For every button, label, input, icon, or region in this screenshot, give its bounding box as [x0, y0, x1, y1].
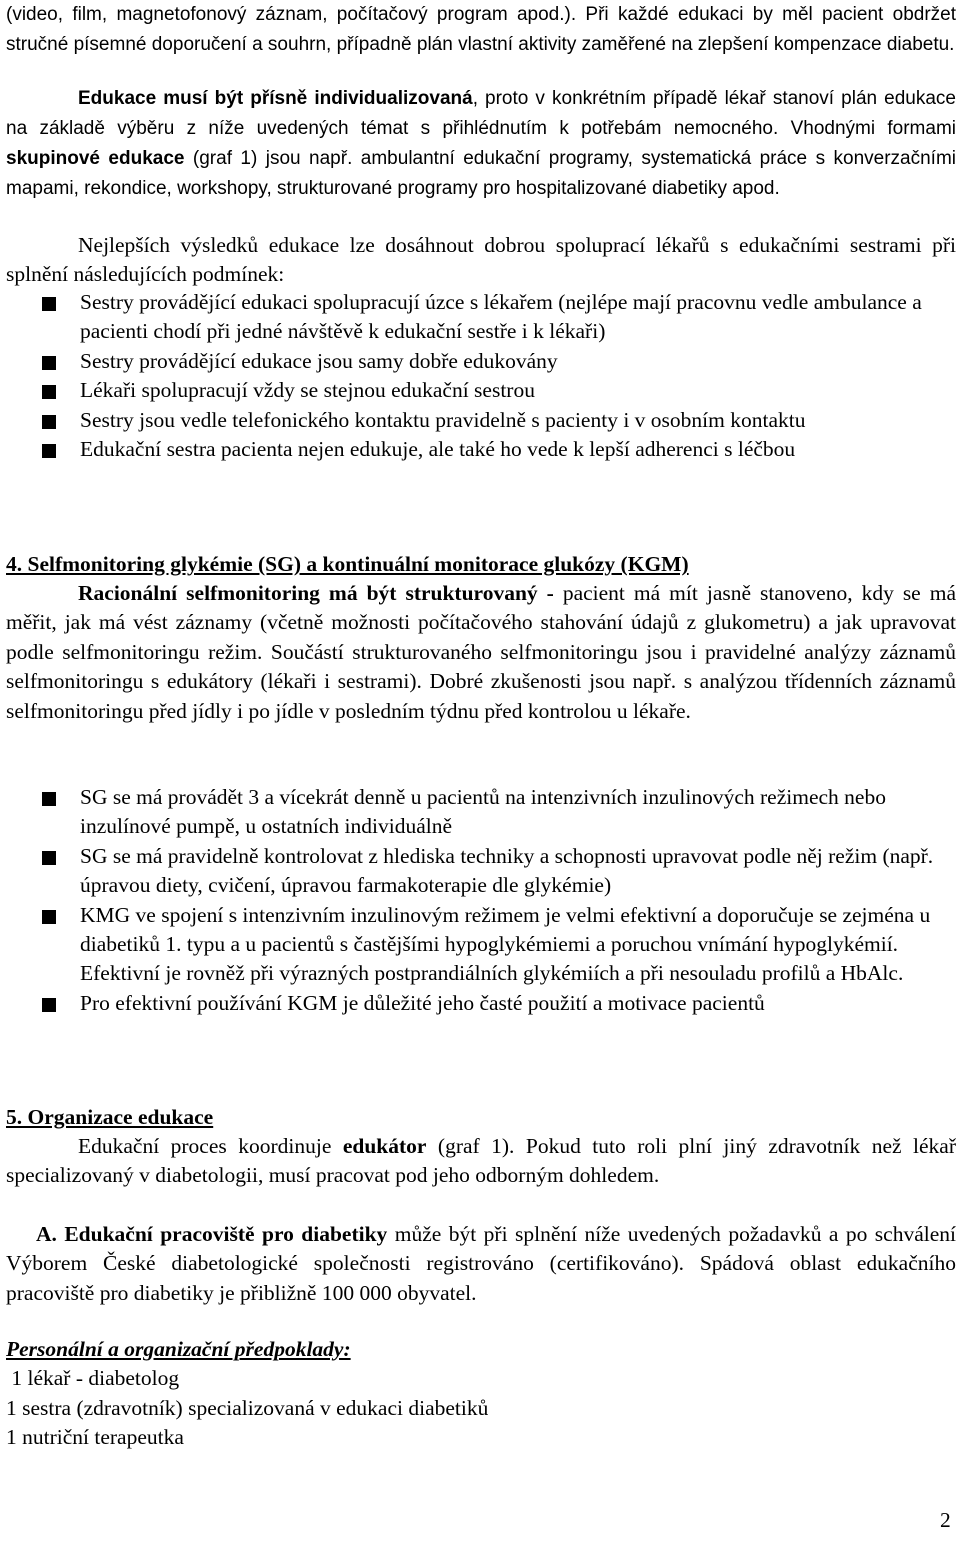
list-item	[0, 376, 960, 405]
staff-line: 1 nutriční terapeutka	[6, 1425, 184, 1449]
section4-list	[0, 783, 960, 1018]
list-item	[0, 347, 960, 376]
list-item-text: Sestry provádějící edukace jsou samy dobře edukovány	[80, 348, 558, 373]
square-bullet-icon	[42, 356, 56, 370]
list-item-text: Pro efektivní používání KGM je důležité jeho časté použití a motivace pacientů	[80, 990, 765, 1015]
intro-paragraph: (video, film, magnetofonový záznam, počítačový program apod.). Při každé edukaci by měl pacient obdržet stručné písemné doporučení a souhrn, případně plán vlastní aktivity zaměřené na zlepšení kompenzace diabetu.	[6, 4, 956, 55]
square-bullet-icon	[42, 444, 56, 458]
list-item-text: SG se má pravidelně kontrolovat z hlediska techniky a schopnosti upravovat podle něj režim (např. úpravou diety, cvičení, úpravou farmakoterapie dle glykémie)	[80, 843, 934, 898]
structured-selfmonitoring-bold: Racionální selfmonitoring má být strukturovaný -	[78, 581, 554, 605]
square-bullet-icon	[42, 998, 56, 1012]
education-center-text: může být při splnění níže uvedených požadavků a po schválení Výborem České diabetologické společnosti registrováno (certifikováno). Spádová oblast edukačního pracoviště pro diabetiky je přibližně 100 000 obyvatel.	[6, 1222, 956, 1305]
list-item-text: Sestry provádějící edukaci spolupracují úzce s lékařem (nejlépe mají pracovnu vedle ambulance a pacienti chodí při jedné návštěvě k edukační sestře i k lékaři)	[80, 290, 922, 344]
individualization-bold: Edukace musí být přísně individualizovaná	[78, 88, 473, 109]
section4-text: pacient má mít jasně stanoveno, kdy se má měřit, jak má vést záznamy (včetně možnosti počítačového stahování údajů z glukometru) a jak upravovat podle selfmonitoringu režim. Součástí strukturovaného selfmonitoringu jsou i pravidelné analýzy záznamů selfmonitoringu s edukátory (lékaři i sestrami). Dobré zkušenosti jsou např. s analýzou třídenních záznamů selfmonitoringu před jídly i po jídle v posledním týdnu před kontrolou u lékaře.	[6, 581, 956, 723]
square-bullet-icon	[42, 385, 56, 399]
list-item-text: Edukační sestra pacienta nejen edukuje, ale také ho vede k lepší adherenci s léčbou	[80, 437, 796, 462]
list-item	[0, 989, 960, 1018]
staff-heading: Personální a organizační předpoklady:	[6, 1337, 351, 1361]
list-item-text: Lékaři spolupracují vždy se stejnou edukační sestrou	[80, 378, 535, 403]
cooperation-intro: Nejlepších výsledků edukace lze dosáhnout dobrou spoluprací lékařů s edukačními sestrami při splnění následujících podmínek:	[6, 233, 956, 287]
square-bullet-icon	[42, 910, 56, 924]
square-bullet-icon	[42, 792, 56, 806]
section4-paragraph	[6, 579, 956, 726]
section4-heading: 4. Selfmonitoring glykémie (SG) a kontinuální monitorace glukózy (KGM)	[6, 552, 689, 576]
list-item	[0, 901, 960, 989]
list-item-text: KMG ve spojení s intenzivním inzulinovým režimem je velmi efektivní a doporučuje se zejména u diabetiků 1. typu a u pacientů s častějšími hypoglykémiemi a poruchou vnímání hypoglykémií. Efektivní je rovněž při výrazných postprandiálních glykémiích a při nesouladu profilů a HbAlc.	[80, 902, 931, 986]
staff-line: 1 sestra (zdravotník) specializovaná v edukaci diabetiků	[6, 1396, 489, 1420]
list-item	[0, 288, 960, 347]
individualization-paragraph	[6, 84, 956, 204]
section5-text-b: (graf 1). Pokud tuto roli plní jiný zdravotník než lékař specializovaný v diabetologii, musí pracovat pod jeho odborným dohledem.	[6, 1134, 956, 1188]
page-number: 2	[940, 1508, 951, 1532]
list-item	[0, 435, 960, 464]
square-bullet-icon	[42, 297, 56, 311]
list-item-text: Sestry jsou vedle telefonického kontaktu pravidelně s pacienty i v osobním kontaktu	[80, 407, 806, 432]
group-education-bold: skupinové edukace	[6, 148, 185, 169]
individualization-text: , proto v konkrétním případě lékař stanoví plán edukace na základě výběru z níže uvedených témat s přihlédnutím k potřebám nemocného. Vhodnými formami	[6, 88, 956, 139]
list-item-text: SG se má provádět 3 a vícekrát denně u pacientů na intenzivních inzulinových režimech nebo inzulínové pumpě, u ostatních individuálně	[80, 785, 886, 839]
section5-paragraph	[6, 1132, 956, 1191]
educator-bold: edukátor	[342, 1134, 427, 1158]
square-bullet-icon	[42, 415, 56, 429]
staff-line: 1 lékař - diabetolog	[6, 1366, 180, 1390]
square-bullet-icon	[42, 851, 56, 865]
education-center-bold: A. Edukační pracoviště pro diabetiky	[36, 1222, 388, 1246]
list-item	[0, 842, 960, 901]
education-center-paragraph	[6, 1220, 956, 1308]
cooperation-list	[0, 288, 960, 464]
list-item	[0, 783, 960, 842]
list-item	[0, 406, 960, 435]
group-education-text: (graf 1) jsou např. ambulantní edukační programy, systematická práce s konverzačními mapami, rekondice, workshopy, strukturované programy pro hospitalizované diabetiky apod.	[6, 148, 956, 199]
section5-text-a: Edukační proces koordinuje	[78, 1134, 343, 1158]
section5-heading: 5. Organizace edukace	[6, 1105, 214, 1129]
